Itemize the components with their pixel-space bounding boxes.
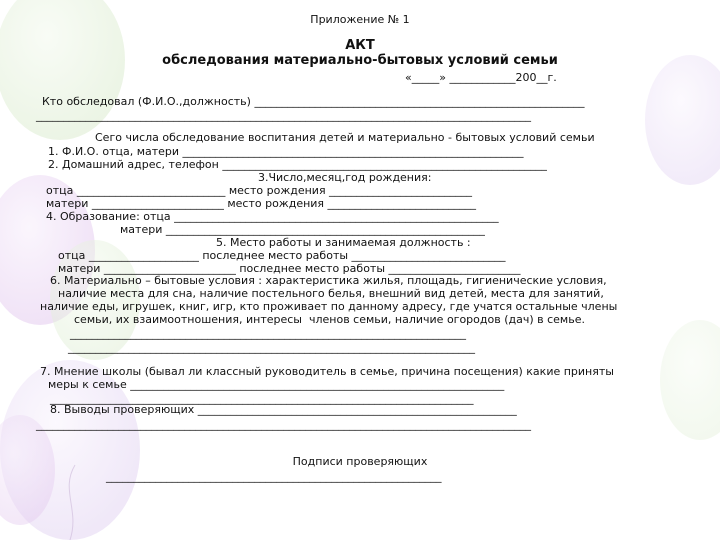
item-6-line-3: наличие еды, игрушек, книг, игр, кто проживает по данному адресу, где учатся остальные члены (40, 300, 618, 313)
item-2-address: 2. Домашний адрес, телефон ___________________________________________________________ (48, 158, 547, 171)
item-8-conclusions: 8. Выводы проверяющих __________________________________________________________ (50, 403, 517, 416)
signatures-label: Подписи проверяющих (292, 455, 428, 468)
item-7-line-1: 7. Мнение школы (бывал ли классный руководитель в семье, причина посещения) какие приняты (40, 365, 614, 378)
item-5-father: отца ____________________ последнее место работы ____________________________ (58, 249, 506, 262)
item-1-parents-name: 1. Ф.И.О. отца, матери ______________________________________________________________ (48, 145, 524, 158)
inspector-line: Кто обследовал (Ф.И.О.,должность) ____________________________________________________________ (42, 95, 585, 108)
item-6-line-4: семьи, их взаимоотношения, интересы членов семьи, наличие огородов (дач) в семье. (74, 313, 585, 326)
item-5-title: 5. Место работы и занимаемая должность : (216, 236, 471, 249)
item-3-mother: матери ________________________ место рождения ___________________________ (46, 197, 477, 210)
appendix-label: Приложение № 1 (310, 13, 410, 26)
document-title: АКТ (345, 38, 375, 53)
item-7-line-2: меры к семье ____________________________________________________________________ (48, 378, 505, 391)
item-7-blank: _____________________________________________________________________________ (50, 392, 474, 405)
item-6-line-2: наличие места для сна, наличие постельного белья, внешний вид детей, места для занятий, (58, 287, 604, 300)
item-4-education-father: 4. Образование: отца ___________________________________________________________ (46, 210, 499, 223)
item-5-mother: матери ________________________ последнее место работы ________________________ (58, 262, 521, 275)
item-3-father: отца ___________________________ место рождения __________________________ (46, 184, 473, 197)
item-6-blank-2: __________________________________________________________________________ (68, 341, 475, 354)
signatures-blank: _____________________________________________________________ (106, 470, 442, 483)
item-6-blank-1: ________________________________________________________________________ (70, 327, 466, 340)
date-line: «_____» ____________200__г. (405, 71, 557, 84)
item-4-education-mother: матери __________________________________________________________ (120, 223, 485, 236)
item-8-blank: __________________________________________________________________________________________ (36, 418, 531, 431)
item-6-line-1: 6. Материально – бытовые условия : характеристика жилья, площадь, гигиенические условия, (50, 274, 607, 287)
inspector-continuation: __________________________________________________________________________________________ (36, 109, 531, 122)
intro-text: Сего числа обследование воспитания детей и материально - бытовых условий семьи (95, 131, 595, 144)
document-subtitle: обследования материально-бытовых условий семьи (162, 53, 558, 68)
item-3-title: 3.Число,месяц,год рождения: (258, 171, 432, 184)
